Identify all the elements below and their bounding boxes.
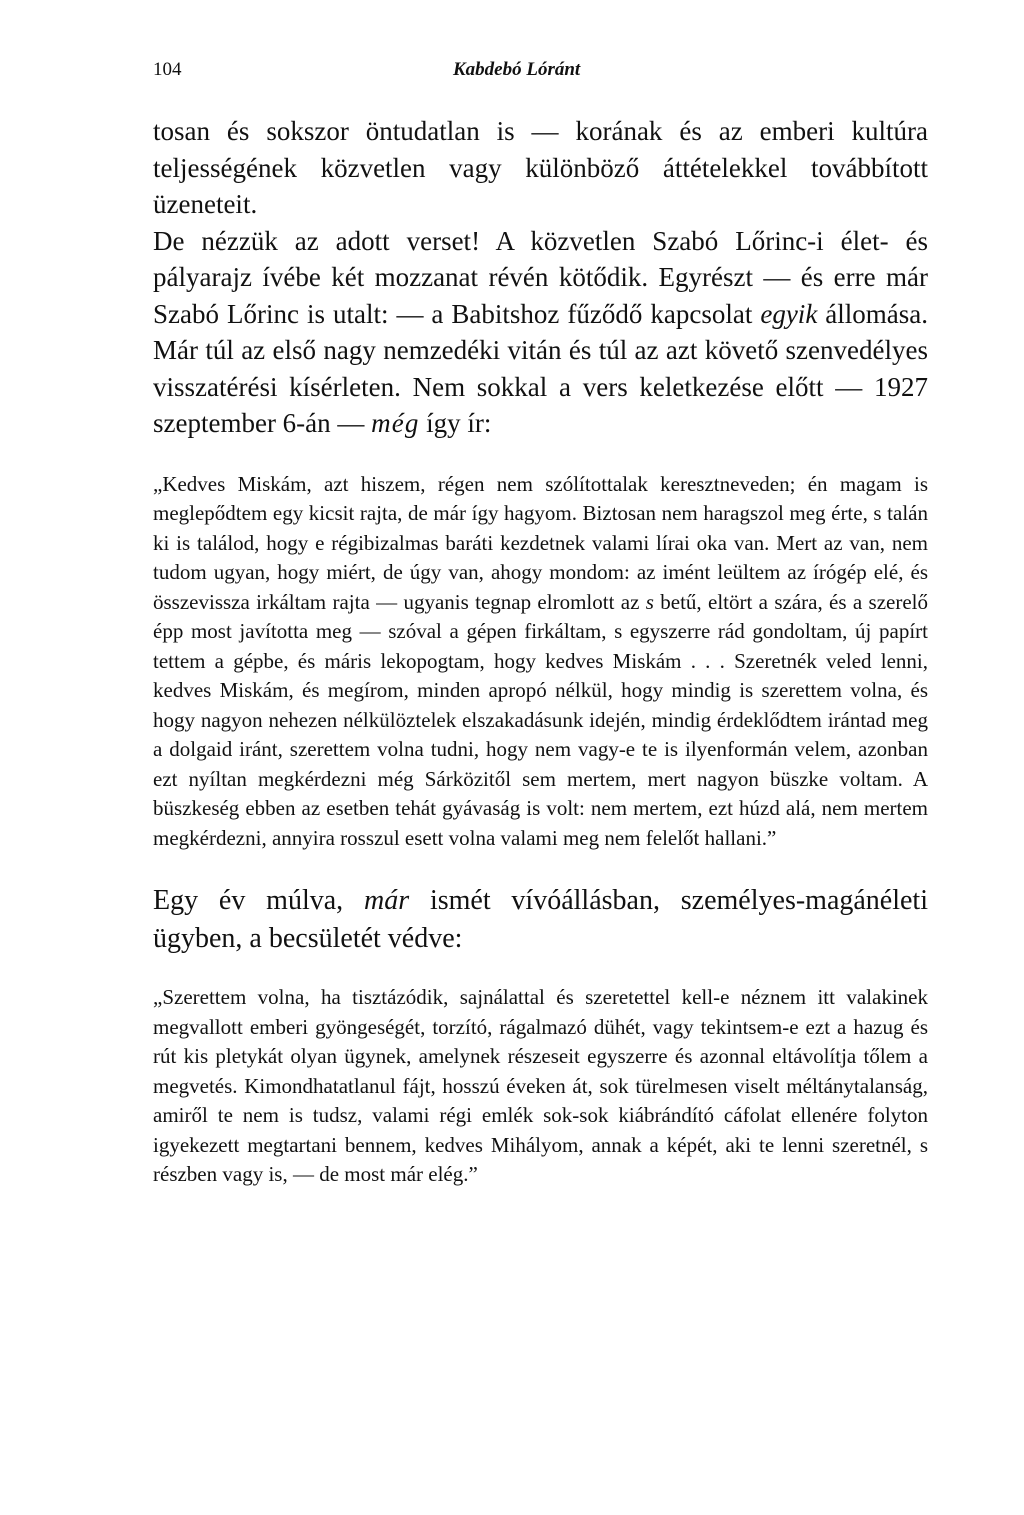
following-year-text-1: Egy év múlva, <box>153 885 364 916</box>
following-year-text-2: ismét vívóállásban, személyes-magánéleti ügyben, a becsületét védve: <box>153 885 928 954</box>
verse-context-text-3: így ír: <box>419 408 492 438</box>
page-number: 104 <box>153 59 182 80</box>
running-title: Kabdebó Lóránt <box>453 59 581 80</box>
running-head <box>153 60 928 94</box>
emphasis-egyik: egyik <box>760 298 818 329</box>
verse-context-text-1: De nézzük az adott verset! A közvetlen Szabó Lőrinc-i élet- és pályarajz ívébe két mozzanat révén kötődik. Egyrészt — és erre már Szabó Lőrinc is utalt: — a Babitshoz fűződő kapcsolat <box>153 225 928 329</box>
emphasis-meg: még <box>371 408 420 438</box>
letter-quote-1-text-2: betű, eltört a szára, és a szerelő épp most javította meg — szóval a gépen firkáltam, s egyszerre rád gondoltam, új papírt tettem a gépbe, és máris lekopogtam, hogy kedves Miskám . . . Szeretnék veled lenni, kedves Miskám, és megírom, minden apropó nélkül, hogy mindig is szerettem volna, és hogy nagyon nehezen nélkülöztelek elszakadásunk idején, mindig érdeklődtem irántad meg a dolgaid iránt, szerettem volna tudni, hogy nem vagy-e te is ilyenformán velem, azonban ezt nyíltan megkérdezni még Sárközitől sem mertem, mert nagyon büszke voltam. A büszkeség ebben az esetben tehát gyávaság is volt: nem mertem, ezt húzd alá, nem mertem megkérdezni, annyira rosszul esett volna valami meg nem felelőt hallani.” <box>153 589 928 850</box>
letter-quote-2 <box>153 983 928 1190</box>
opening-paragraph <box>153 113 928 223</box>
emphasis-mar: már <box>364 885 410 916</box>
following-year-paragraph <box>153 882 928 958</box>
book-page <box>153 60 928 1190</box>
emphasis-s-letter: s <box>645 589 654 614</box>
opening-paragraph-text: tosan és sokszor öntudatlan is — korának és az emberi kultúra teljességének közvetlen vagy különböző áttételekkel továbbított üzeneteit. <box>153 116 928 219</box>
letter-quote-1-text-1: „Kedves Miskám, azt hiszem, régen nem szólítottalak keresztneveden; én magam is meglepődtem egy kicsit rajta, de már így hagyom. Biztosan nem haragszol meg érte, s talán ki is találod, hogy e régibizalmas baráti kezdetnek valami lírai oka van. Mert az van, nem tudom ugyan, hogy miért, de úgy van, ahogy mondom: az imént leültem az írógép elé, és összevissza irkáltam rajta — ugyanis tegnap elromlott az <box>153 471 928 614</box>
verse-context-text-2: állomása. Már túl az első nagy nemzedéki vitán és túl az azt követő szenvedélyes visszatérési kísérleten. Nem sokkal a vers keletkezése előtt — 1927 szeptember 6-án — <box>153 298 929 438</box>
letter-quote-2-text: „Szerettem volna, ha tisztázódik, sajnálattal és szeretettel kell-e néznem itt valakinek megvallott emberi gyöngeségét, torzító, rágalmazó dühét, vagy tekintsem-e ezt a hazug és rút kis pletykát olyan ügynek, amelynek részeseit egyszerre és azonnal eltávolítja tőlem a megvetés. Kimondhatatlanul fájt, hosszú éveken át, sok türelmesen viselt méltánytalanság, amiről te nem is tudsz, valami régi emlék sok-sok kiábrándító cáfolat ellenére folyton igyekezett megtartani bennem, kedves Mihályom, annak a képét, aki te lenni szeretnél, s részben vagy is, — de most már elég.” <box>153 985 928 1186</box>
verse-context-paragraph <box>153 223 928 442</box>
letter-quote-1 <box>153 470 928 854</box>
